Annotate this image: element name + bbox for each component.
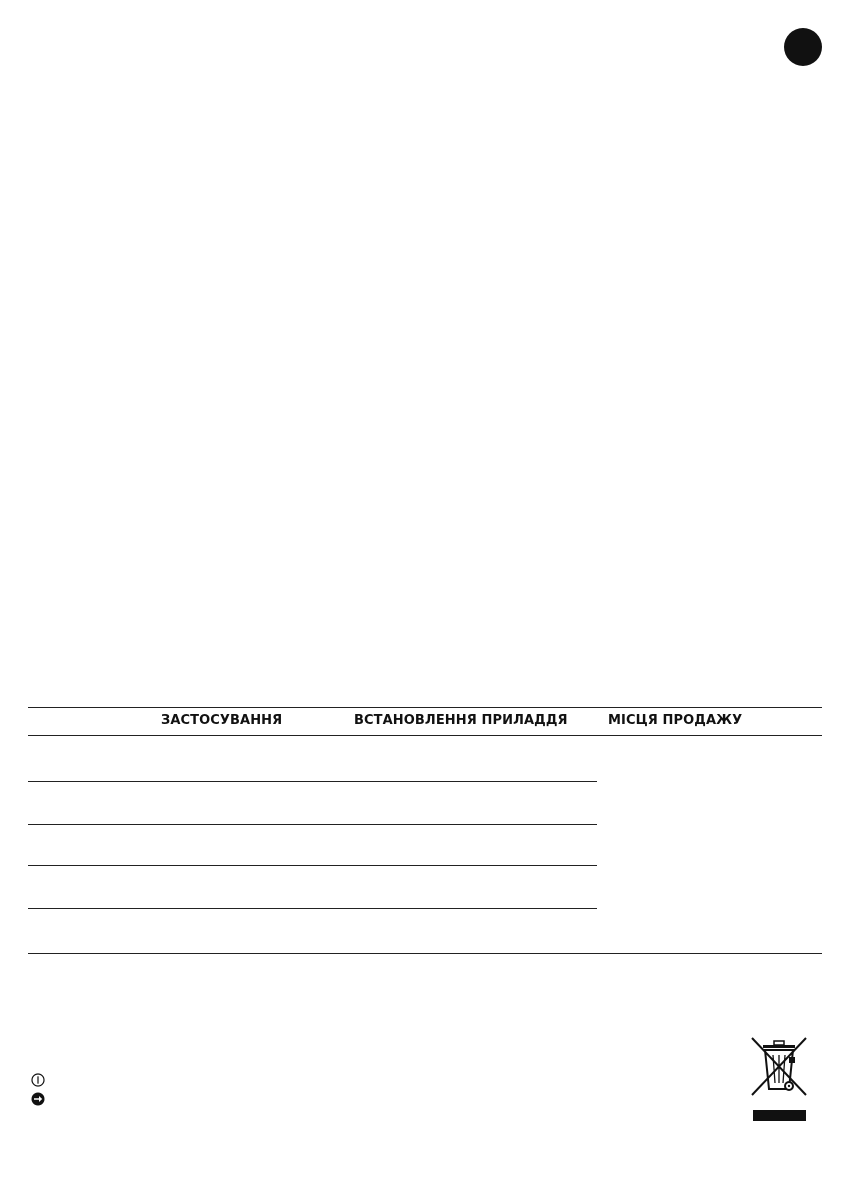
table-row-separator [28, 824, 597, 825]
header-sales-points: МІСЦЯ ПРОДАЖУ [608, 713, 743, 728]
arrow-right-circle-icon [31, 1092, 45, 1106]
header-installation: ВСТАНОВЛЕННЯ ПРИЛАДДЯ [354, 713, 568, 728]
crossed-out-wheelie-bin-icon [749, 1035, 809, 1123]
language-badge [784, 28, 822, 66]
table-row-separator [28, 908, 597, 909]
header-usage: ЗАСТОСУВАННЯ [161, 713, 283, 728]
table-row-separator [28, 865, 597, 866]
info-circle-icon [31, 1073, 45, 1087]
table-row-separator [28, 781, 597, 782]
table-top-border [28, 707, 822, 708]
table-bottom-border [28, 953, 822, 954]
table-header-border [28, 735, 822, 736]
accessories-table [28, 707, 822, 954]
